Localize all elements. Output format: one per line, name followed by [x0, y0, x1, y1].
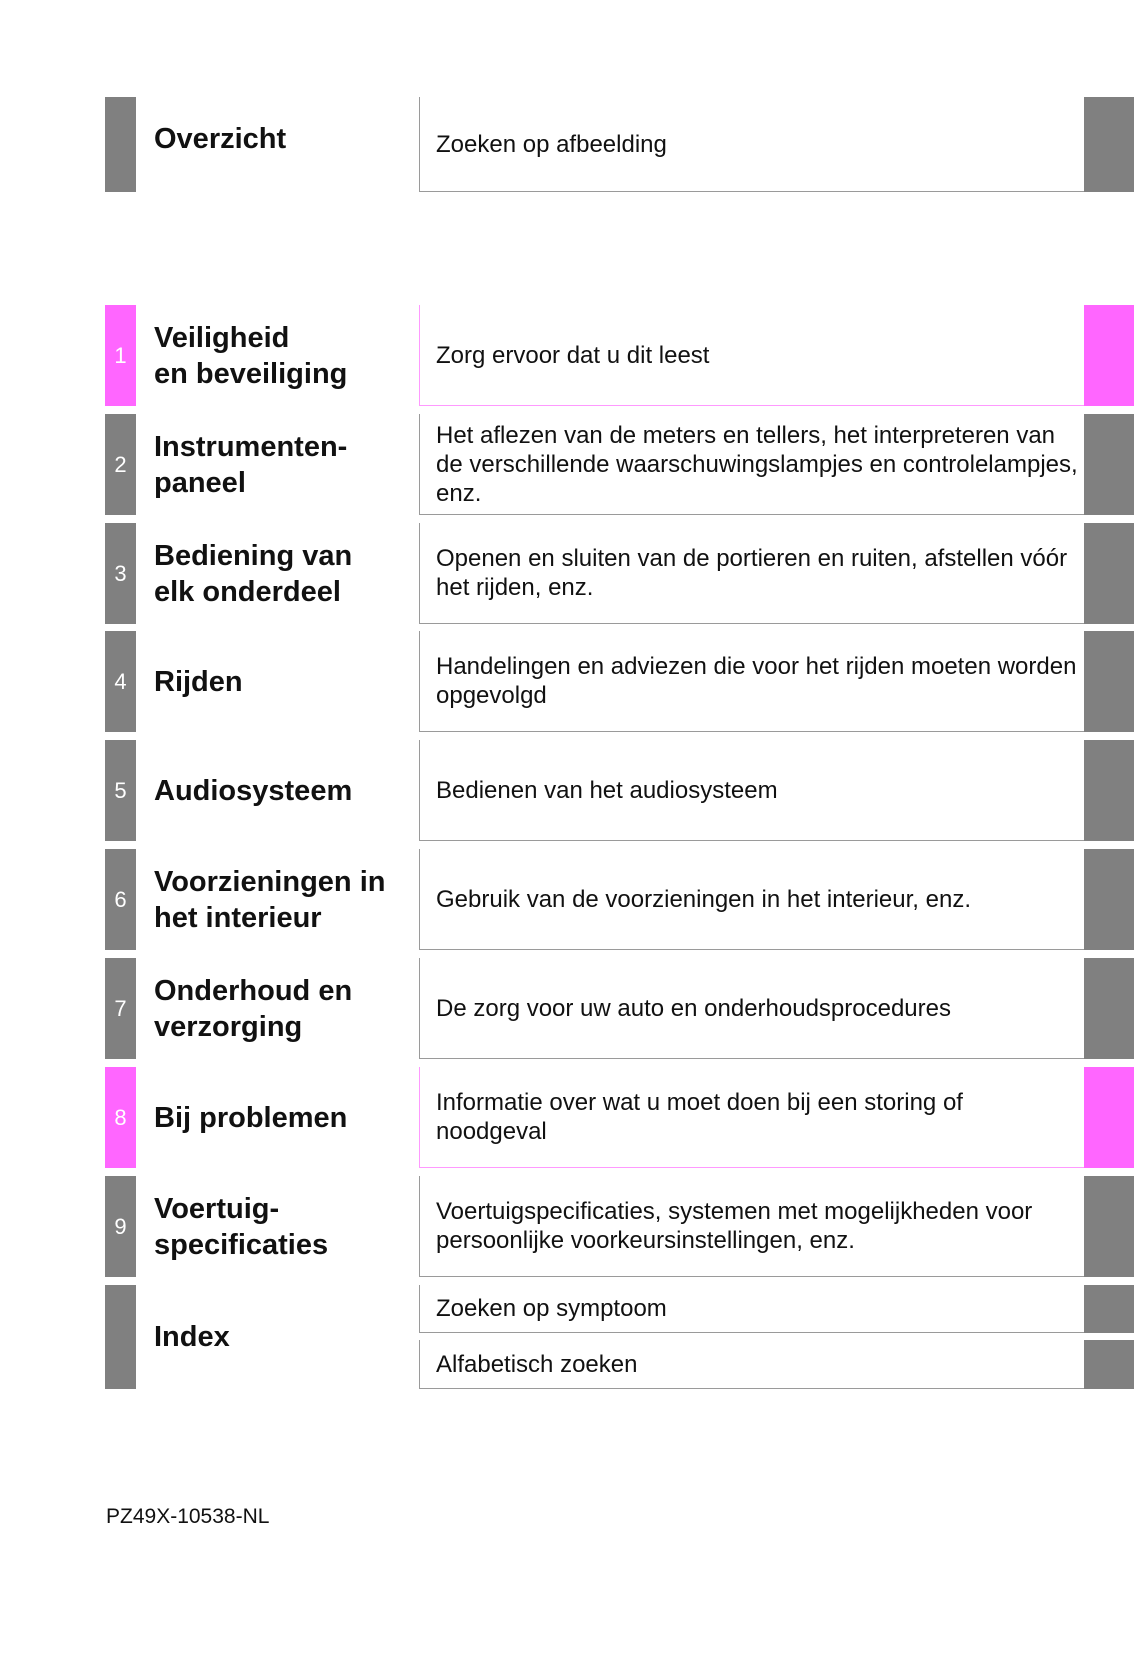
overview-tab [105, 97, 136, 192]
chapter-description[interactable]: Zorg ervoor dat u dit leest [419, 305, 1087, 406]
chapter-number: 7 [105, 958, 136, 1059]
chapter-title: Voertuig- specificaties [154, 1192, 329, 1261]
chapter-description[interactable]: Bedienen van het audiosysteem [419, 740, 1087, 841]
chapter-edge-tab [1084, 523, 1134, 624]
chapter-row-4[interactable] [0, 631, 1142, 732]
chapter-row-7[interactable] [0, 958, 1142, 1059]
overview-title: Overzicht [154, 123, 287, 155]
chapter-row-9[interactable] [0, 1176, 1142, 1277]
chapter-edge-tab [1084, 305, 1134, 406]
chapter-title: Voorzieningen in het interieur [154, 865, 386, 934]
chapter-number: 5 [105, 740, 136, 841]
chapter-title: Rijden [154, 665, 243, 698]
chapter-edge-tab [1084, 1176, 1134, 1277]
chapter-description[interactable]: Voertuigspecificaties, systemen met mogelijkheden voor persoonlijke voorkeursinstellingen, enz. [419, 1176, 1087, 1277]
chapter-edge-tab [1084, 849, 1134, 950]
chapter-number: 4 [105, 631, 136, 732]
chapter-row-2[interactable] [0, 414, 1142, 515]
chapter-title: Bediening van elk onderdeel [154, 539, 353, 608]
chapter-title: Bij problemen [154, 1101, 348, 1134]
chapter-edge-tab [1084, 958, 1134, 1059]
chapter-row-8[interactable] [0, 1067, 1142, 1168]
chapter-description[interactable]: Openen en sluiten van de portieren en ruiten, afstellen vóór het rijden, enz. [419, 523, 1087, 624]
chapter-number: 3 [105, 523, 136, 624]
chapter-title: Onderhoud en verzorging [154, 974, 353, 1043]
chapter-row-3[interactable] [0, 523, 1142, 624]
chapter-number: 2 [105, 414, 136, 515]
chapter-description[interactable]: De zorg voor uw auto en onderhoudsprocedures [419, 958, 1087, 1059]
chapter-edge-tab [1084, 740, 1134, 841]
index-item-label[interactable]: Alfabetisch zoeken [419, 1340, 1087, 1389]
index-item-label[interactable]: Zoeken op symptoom [419, 1285, 1087, 1333]
chapter-row-1[interactable] [0, 305, 1142, 406]
overview-row[interactable] [0, 97, 1142, 192]
chapter-description[interactable]: Informatie over wat u moet doen bij een storing of noodgeval [419, 1067, 1087, 1168]
chapter-row-5[interactable] [0, 740, 1142, 841]
overview-description[interactable]: Zoeken op afbeelding [419, 97, 1087, 192]
index-item-edge-tab [1084, 1285, 1134, 1333]
chapter-description[interactable]: Het aflezen van de meters en tellers, het interpreteren van de verschillende waarschuwingslampjes en controlelampjes, enz. [419, 414, 1087, 515]
chapter-number: 9 [105, 1176, 136, 1277]
chapter-description[interactable]: Handelingen en adviezen die voor het rijden moeten worden opgevolgd [419, 631, 1087, 732]
chapter-title: Audiosysteem [154, 774, 353, 807]
chapter-edge-tab [1084, 1067, 1134, 1168]
document-code: PZ49X-10538-NL [106, 1505, 270, 1528]
chapter-number: 6 [105, 849, 136, 950]
chapter-row-6[interactable] [0, 849, 1142, 950]
index-item-symptom[interactable] [0, 1285, 1142, 1333]
index-item-edge-tab [1084, 1340, 1134, 1389]
chapter-description[interactable]: Gebruik van de voorzieningen in het interieur, enz. [419, 849, 1087, 950]
chapter-edge-tab [1084, 631, 1134, 732]
chapter-title: Veiligheid en beveiliging [154, 321, 348, 390]
chapter-number: 1 [105, 305, 136, 406]
index-item-alphabetical[interactable] [0, 1340, 1142, 1389]
chapter-number: 8 [105, 1067, 136, 1168]
index-title: Index [154, 1321, 230, 1353]
chapter-edge-tab [1084, 414, 1134, 515]
overview-edge-tab [1084, 97, 1134, 192]
chapter-title: Instrumenten- paneel [154, 430, 348, 499]
